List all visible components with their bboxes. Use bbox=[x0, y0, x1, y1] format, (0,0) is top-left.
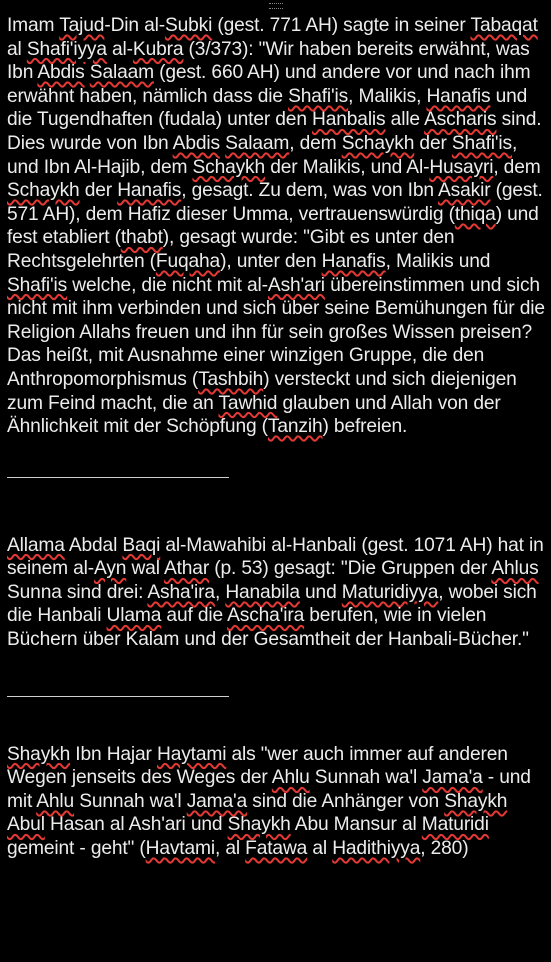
text-run: ), gesagt wurde: "Gibt es unter den Rechtsgelehrten ( bbox=[7, 227, 455, 272]
spellcheck-flagged-word[interactable]: Husayri bbox=[429, 156, 494, 178]
paragraph-haytami-quote bbox=[7, 743, 547, 861]
blank-space bbox=[7, 697, 547, 743]
text-run: der bbox=[79, 180, 118, 202]
text-run: Sunnah wa'l bbox=[309, 767, 423, 789]
spellcheck-flagged-word[interactable]: Ayn bbox=[94, 558, 127, 580]
spellcheck-flagged-word[interactable]: Baqi bbox=[122, 534, 161, 556]
spellcheck-flagged-word[interactable]: Tanzih bbox=[267, 416, 323, 438]
spellcheck-flagged-word[interactable]: Haytami bbox=[156, 743, 227, 765]
spellcheck-flagged-word[interactable]: Ahlu bbox=[271, 767, 310, 789]
spellcheck-flagged-word[interactable]: Abdis bbox=[172, 132, 220, 154]
spellcheck-flagged-word[interactable]: Shaykh bbox=[7, 743, 71, 765]
spellcheck-flagged-word[interactable]: Allama bbox=[7, 534, 65, 556]
text-run: ), unter den bbox=[220, 250, 322, 272]
text-run: und die Tugendhaften (fudala) unter den bbox=[7, 85, 528, 131]
spellcheck-flagged-word[interactable]: Hanafis bbox=[426, 85, 491, 107]
spellcheck-flagged-word[interactable]: Shafi'iyya bbox=[26, 38, 107, 60]
text-run: , Malikis und bbox=[385, 250, 491, 272]
spellcheck-flagged-word[interactable]: Jama'a bbox=[422, 767, 483, 789]
text-run: , al bbox=[214, 838, 246, 860]
text-run: der Malikis, und Al- bbox=[265, 156, 430, 178]
spellcheck-flagged-word[interactable]: Hanbalis bbox=[312, 109, 386, 131]
text-run: gemeint - geht" ( bbox=[7, 838, 146, 860]
spellcheck-flagged-word[interactable]: Athar bbox=[163, 558, 210, 580]
spellcheck-flagged-word[interactable]: thiqa bbox=[454, 203, 496, 225]
spellcheck-flagged-word[interactable]: Asha'ira bbox=[147, 581, 215, 603]
text-run: Hasan al Ash'ari und bbox=[44, 814, 228, 836]
text-run: , und Ibn Al-Hajib, dem bbox=[7, 132, 518, 178]
text-run: sind. Dies wurde von Ibn bbox=[7, 109, 542, 154]
text-run: , dem bbox=[493, 156, 541, 178]
text-run: Imam bbox=[7, 15, 60, 36]
spellcheck-flagged-word[interactable]: Fatawa bbox=[245, 838, 308, 860]
text-run: auf die bbox=[161, 605, 228, 627]
blank-space bbox=[7, 478, 547, 534]
text-run: ) und fest etabliert ( bbox=[7, 203, 539, 249]
text-run: Abdal bbox=[64, 534, 123, 556]
spellcheck-flagged-word[interactable]: Tabaqat bbox=[470, 15, 538, 36]
spellcheck-flagged-word[interactable]: Schaykh bbox=[341, 132, 415, 154]
text-run: ) versteckt und sich diejenigen zum Feind macht, die an bbox=[7, 368, 517, 414]
text-run: wal bbox=[126, 558, 164, 580]
text-run: , Malikis, bbox=[348, 85, 427, 107]
text-run: , gesagt. Zu dem, was von Ibn bbox=[181, 180, 439, 202]
spellcheck-flagged-word[interactable]: thabt bbox=[120, 227, 163, 249]
text-run: al bbox=[307, 838, 333, 860]
spellcheck-flagged-word[interactable]: Shaykh bbox=[444, 790, 508, 812]
spellcheck-flagged-word[interactable]: Maturidiyya bbox=[341, 581, 439, 603]
text-run: der bbox=[414, 132, 452, 154]
text-run: - und mit bbox=[7, 767, 531, 812]
text-run: Abu Mansur al bbox=[290, 814, 422, 836]
spellcheck-flagged-word[interactable]: Kubra bbox=[132, 38, 184, 60]
text-run: (gest. 771 AH) sagte in seiner bbox=[212, 15, 471, 36]
spellcheck-flagged-word[interactable]: Hadithiyya bbox=[332, 838, 421, 860]
spellcheck-flagged-word[interactable]: Hanabila bbox=[225, 581, 300, 603]
spellcheck-flagged-word[interactable]: Abdis bbox=[37, 62, 85, 84]
spellcheck-flagged-word[interactable]: Salaam bbox=[225, 132, 290, 154]
document-body bbox=[7, 14, 547, 861]
spellcheck-flagged-word[interactable]: Asakir bbox=[438, 180, 491, 202]
text-run: , 280) bbox=[420, 838, 469, 860]
spellcheck-flagged-word[interactable]: Tawhid bbox=[218, 392, 278, 414]
text-run: (gest. 571 AH), dem Hafiz dieser Umma, vertrauenswürdig ( bbox=[7, 180, 543, 225]
text-run: Sunna sind drei: bbox=[7, 581, 148, 603]
text-run: ) befreien. bbox=[322, 416, 408, 438]
spellcheck-flagged-word[interactable]: Schaykh bbox=[192, 156, 266, 178]
text-run: al- bbox=[106, 38, 133, 60]
text-run: -Din al- bbox=[104, 15, 165, 36]
text-run: und bbox=[299, 581, 342, 603]
spellcheck-flagged-word[interactable]: Havtami bbox=[145, 838, 215, 860]
text-run: sind die Anhänger von bbox=[247, 790, 445, 812]
window-grip-handle[interactable] bbox=[269, 3, 283, 9]
spellcheck-flagged-word[interactable]: Ahlu bbox=[36, 790, 75, 812]
text-run: übereinstimmen und sich nicht mit ihm verbinden und sich über seine Bemühungen für die Religion Allahs freuen und ihn für sein großes Wissen preisen? Das heißt, mit Ausnahme einer winzigen Gruppe, die den Anthropomorphismus ( bbox=[7, 274, 545, 390]
spellcheck-flagged-word[interactable]: Hanafis bbox=[117, 180, 182, 202]
spellcheck-flagged-word[interactable]: Ascharis bbox=[424, 109, 497, 131]
spellcheck-flagged-word[interactable]: Subki bbox=[164, 15, 213, 36]
spellcheck-flagged-word[interactable]: Jama'a bbox=[186, 790, 248, 812]
text-run: al-Mawahibi al-Hanbali (gest. 1071 AH) hat in seinem al- bbox=[7, 534, 544, 580]
spellcheck-flagged-word[interactable]: Ahlus bbox=[491, 558, 539, 580]
spellcheck-flagged-word[interactable]: Ulama bbox=[106, 605, 162, 627]
spellcheck-flagged-word[interactable]: Tashbih bbox=[198, 368, 264, 390]
spellcheck-flagged-word[interactable]: Shafi'is bbox=[288, 85, 349, 107]
text-run: alle bbox=[385, 109, 425, 131]
spellcheck-flagged-word[interactable]: Abul bbox=[7, 814, 45, 836]
text-run: , wobei sich die Hanbali bbox=[7, 581, 537, 627]
spellcheck-flagged-word[interactable]: Schaykh bbox=[7, 180, 80, 202]
paragraph-subki-quote bbox=[7, 14, 547, 439]
spellcheck-flagged-word[interactable]: Ash'ari bbox=[267, 274, 325, 296]
spellcheck-flagged-word[interactable]: Hanafis bbox=[321, 250, 386, 272]
spellcheck-flagged-word[interactable]: Shaykh bbox=[227, 814, 291, 836]
text-run: berufen, wie in vielen Büchern über Kalam und der Gesamtheit der Hanbali-Bücher." bbox=[7, 605, 529, 651]
spellcheck-flagged-word[interactable]: Fuqaha bbox=[155, 250, 221, 272]
text-run: Sunnah wa'l bbox=[74, 790, 187, 812]
text-run: Ibn Hajar bbox=[70, 743, 157, 765]
spellcheck-flagged-word[interactable]: Maturidi bbox=[421, 814, 489, 836]
text-run: , dem bbox=[289, 132, 342, 154]
spellcheck-flagged-word[interactable]: Shafi'is bbox=[451, 132, 512, 154]
paragraph-mawahibi-quote bbox=[7, 534, 547, 652]
text-run: welche, die nicht mit al- bbox=[67, 274, 268, 296]
text-run: (gest. 660 AH) und andere vor und nach ihm erwähnt haben, nämlich dass die bbox=[7, 62, 531, 107]
spellcheck-flagged-word[interactable]: Tajud bbox=[59, 15, 105, 36]
text-run: (3/373): "Wir haben bereits erwähnt, was Ibn bbox=[7, 38, 530, 84]
text-run: (p. 53) gesagt: "Die Gruppen der bbox=[209, 558, 492, 580]
text-run: als "wer auch immer auf anderen Wegen jenseits des Weges der bbox=[7, 743, 508, 789]
text-run: , bbox=[214, 581, 226, 603]
text-run: glauben und Allah von der Ähnlichkeit mit der Schöpfung ( bbox=[7, 392, 501, 438]
spellcheck-flagged-word[interactable]: Ascha'ira bbox=[227, 605, 305, 627]
text-run: al bbox=[7, 38, 27, 60]
spellcheck-flagged-word[interactable]: Shafi'is bbox=[7, 274, 68, 296]
spellcheck-flagged-word[interactable]: Salaam bbox=[89, 62, 154, 84]
